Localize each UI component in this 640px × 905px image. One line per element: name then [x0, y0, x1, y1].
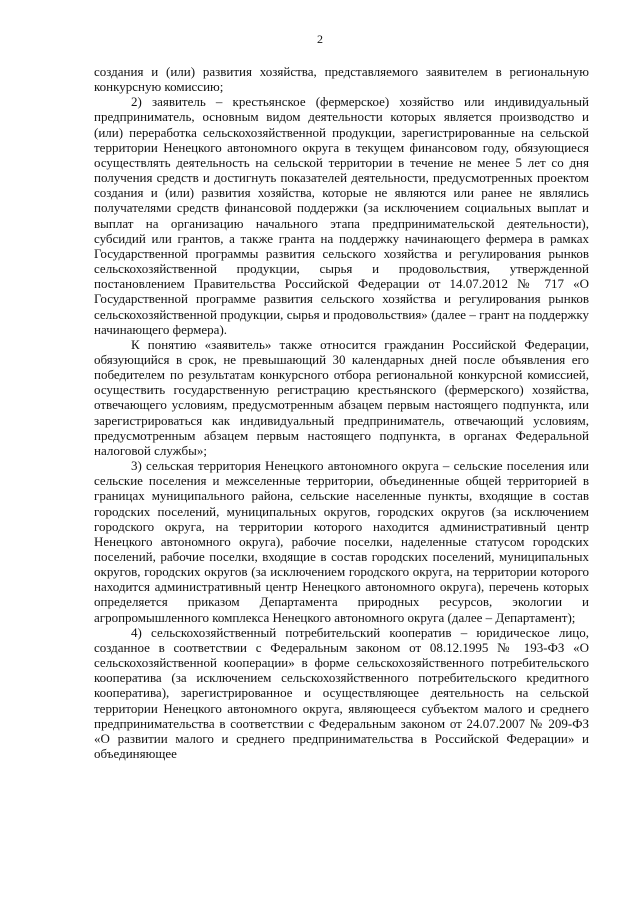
paragraph-applicant-note: К понятию «заявитель» также относится гражданин Российской Федерации, обязующийся в срок, не превышающий 30 календарных дней после объявления его победителем по результатам конкурсного отбора региональной конкурсной комиссией, осуществить государственную регистрацию крестьянского (фермерского) хозяйства, отвечающего условиям, предусмотренным абзацем первым настоящего подпункта, или зарегистрироваться как индивидуальный предприниматель, отвечающий условиям, предусмотренным абзацем первым настоящего подпункта, в органах Федеральной налоговой службы»;	[94, 336, 589, 458]
paragraph-continuation: создания и (или) развития хозяйства, представляемого заявителем в региональную конкурсную комиссию;	[94, 64, 589, 95]
paragraph-item-3-rural-territory: 3) сельская территория Ненецкого автономного округа – сельские поселения или сельские поселения и межселенные территории, объединенные общей территорией в границах муниципального района, сельские населенные пункты, входящие в состав городских поселений, муниципальных округов, городских округов (за исключением городского округа, на территории которого находится административный центр Ненецкого автономного округа), рабочие поселки, наделенные статусом городских поселений, рабочие поселки, входящие в состав городских поселений, муниципальных округов, городских округов (за исключением городского округа, на территории которого находится административный центр Ненецкого автономного округа), перечень которых определяется приказом Департамента природных ресурсов, экологии и агропромышленного комплекса Ненецкого автономного округа (далее – Департамент);	[94, 458, 589, 625]
document-body	[94, 64, 589, 761]
paragraph-item-2-applicant: 2) заявитель – крестьянское (фермерское) хозяйство или индивидуальный предприниматель, основным видом деятельности которых является производство и (или) переработка сельскохозяйственной продукции, зарегистрированные на сельской территории Ненецкого автономного округа в текущем финансовом году, обязующиеся осуществлять деятельность на сельской территории в течение не менее 5 лет со дня получения средств и достигнуть показателей деятельности, предусмотренных проектом создания и (или) развития хозяйства, которые не являются или ранее не являлись получателями средств финансовой поддержки (за исключением социальных выплат и выплат на организацию начального этапа предпринимательской деятельности), субсидий или грантов, а также гранта на поддержку начинающего фермера в рамках Государственной программы развития сельского хозяйства и регулирования рынков сельскохозяйственной продукции, сырья и продовольствия, утвержденной постановлением Правительства Российской Федерации от 14.07.2012 № 717 «О Государственной программе развития сельского хозяйства и регулирования рынков сельскохозяйственной продукции, сырья и продовольствия» (далее – грант на поддержку начинающего фермера).	[94, 94, 589, 337]
page-number: 2	[317, 32, 323, 46]
paragraph-item-4-cooperative: 4) сельскохозяйственный потребительский кооператив – юридическое лицо, созданное в соответствии с Федеральным законом от 08.12.1995 № 193-ФЗ «О сельскохозяйственной кооперации» в форме сельскохозяйственного потребительского кооператива (за исключением сельскохозяйственного потребительского кредитного кооператива), зарегистрированное и осуществляющее деятельность на сельской территории Ненецкого автономного округа, являющееся субъектом малого и среднего предпринимательства в соответствии с Федеральным законом от 24.07.2007 № 209-ФЗ «О развитии малого и среднего предпринимательства в Российской Федерации» и объединяющее	[94, 624, 589, 762]
